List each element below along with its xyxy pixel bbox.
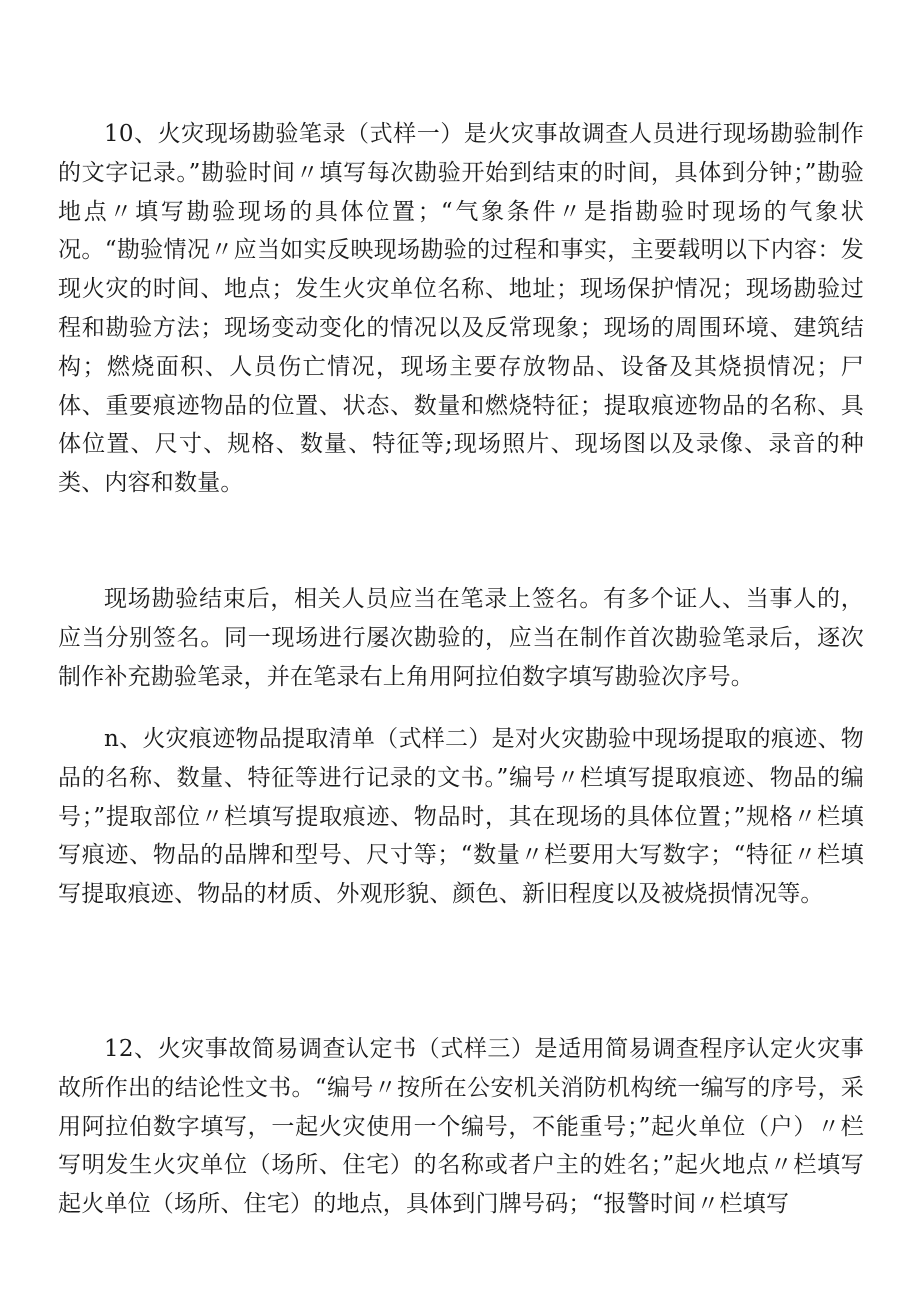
- paragraph-signature-requirements: 现场勘验结束后，相关人员应当在笔录上签名。有多个证人、当事人的，应当分别签名。同一现场进行屡次勘验的，应当在制作首次勘验笔录后，逐次制作补充勘验笔录，并在笔录右上角用阿拉伯数字填写勘验次序号。: [58, 586, 864, 690]
- paragraph-fire-scene-inspection-record: 10、火灾现场勘验笔录（式样一）是火灾事故调查人员进行现场勘验制作的文字记录。”勘验时间〃填写每次勘验开始到结束的时间，具体到分钟；”勘验地点〃填写勘验现场的具体位置；“气象条件〃是指勘验时现场的气象状况。“勘验情况〃应当如实反映现场勘验的过程和事实，主要载明以下内容：发现火灾的时间、地点；发生火灾单位名称、地址；现场保护情况；现场勘验过程和勘验方法；现场变动变化的情况以及反常现象；现场的周围环境、建筑结构；燃烧面积、人员伤亡情况，现场主要存放物品、设备及其烧损情况；尸体、重要痕迹物品的位置、状态、数量和燃烧特征；提取痕迹物品的名称、具体位置、尺寸、规格、数量、特征等;现场照片、现场图以及录像、录音的种类、内容和数量。: [58, 121, 864, 497]
- paragraph-simple-investigation-ruling: 12、火灾事故简易调查认定书（式样三）是适用简易调查程序认定火灾事故所作出的结论性文书。“编号〃按所在公安机关消防机构统一编写的序号，采用阿拉伯数字填写，一起火灾使用一个编号，不能重号；”起火单位（户）〃栏写明发生火灾单位（场所、住宅）的名称或者户主的姓名；”起火地点〃栏填写起火单位（场所、住宅）的地点，具体到门牌号码；“报警时间〃栏填写: [58, 1036, 864, 1218]
- paragraph-trace-evidence-list: n、火灾痕迹物品提取清单（式样二）是对火灾勘验中现场提取的痕迹、物品的名称、数量、特征等进行记录的文书。”编号〃栏填写提取痕迹、物品的编号；”提取部位〃栏填写提取痕迹、物品时，其在现场的具体位置；”规格〃栏填写痕迹、物品的品牌和型号、尺寸等；“数量〃栏要用大写数字；“特征〃栏填写提取痕迹、物品的材质、外观形貌、颜色、新旧程度以及被烧损情况等。: [58, 726, 864, 908]
